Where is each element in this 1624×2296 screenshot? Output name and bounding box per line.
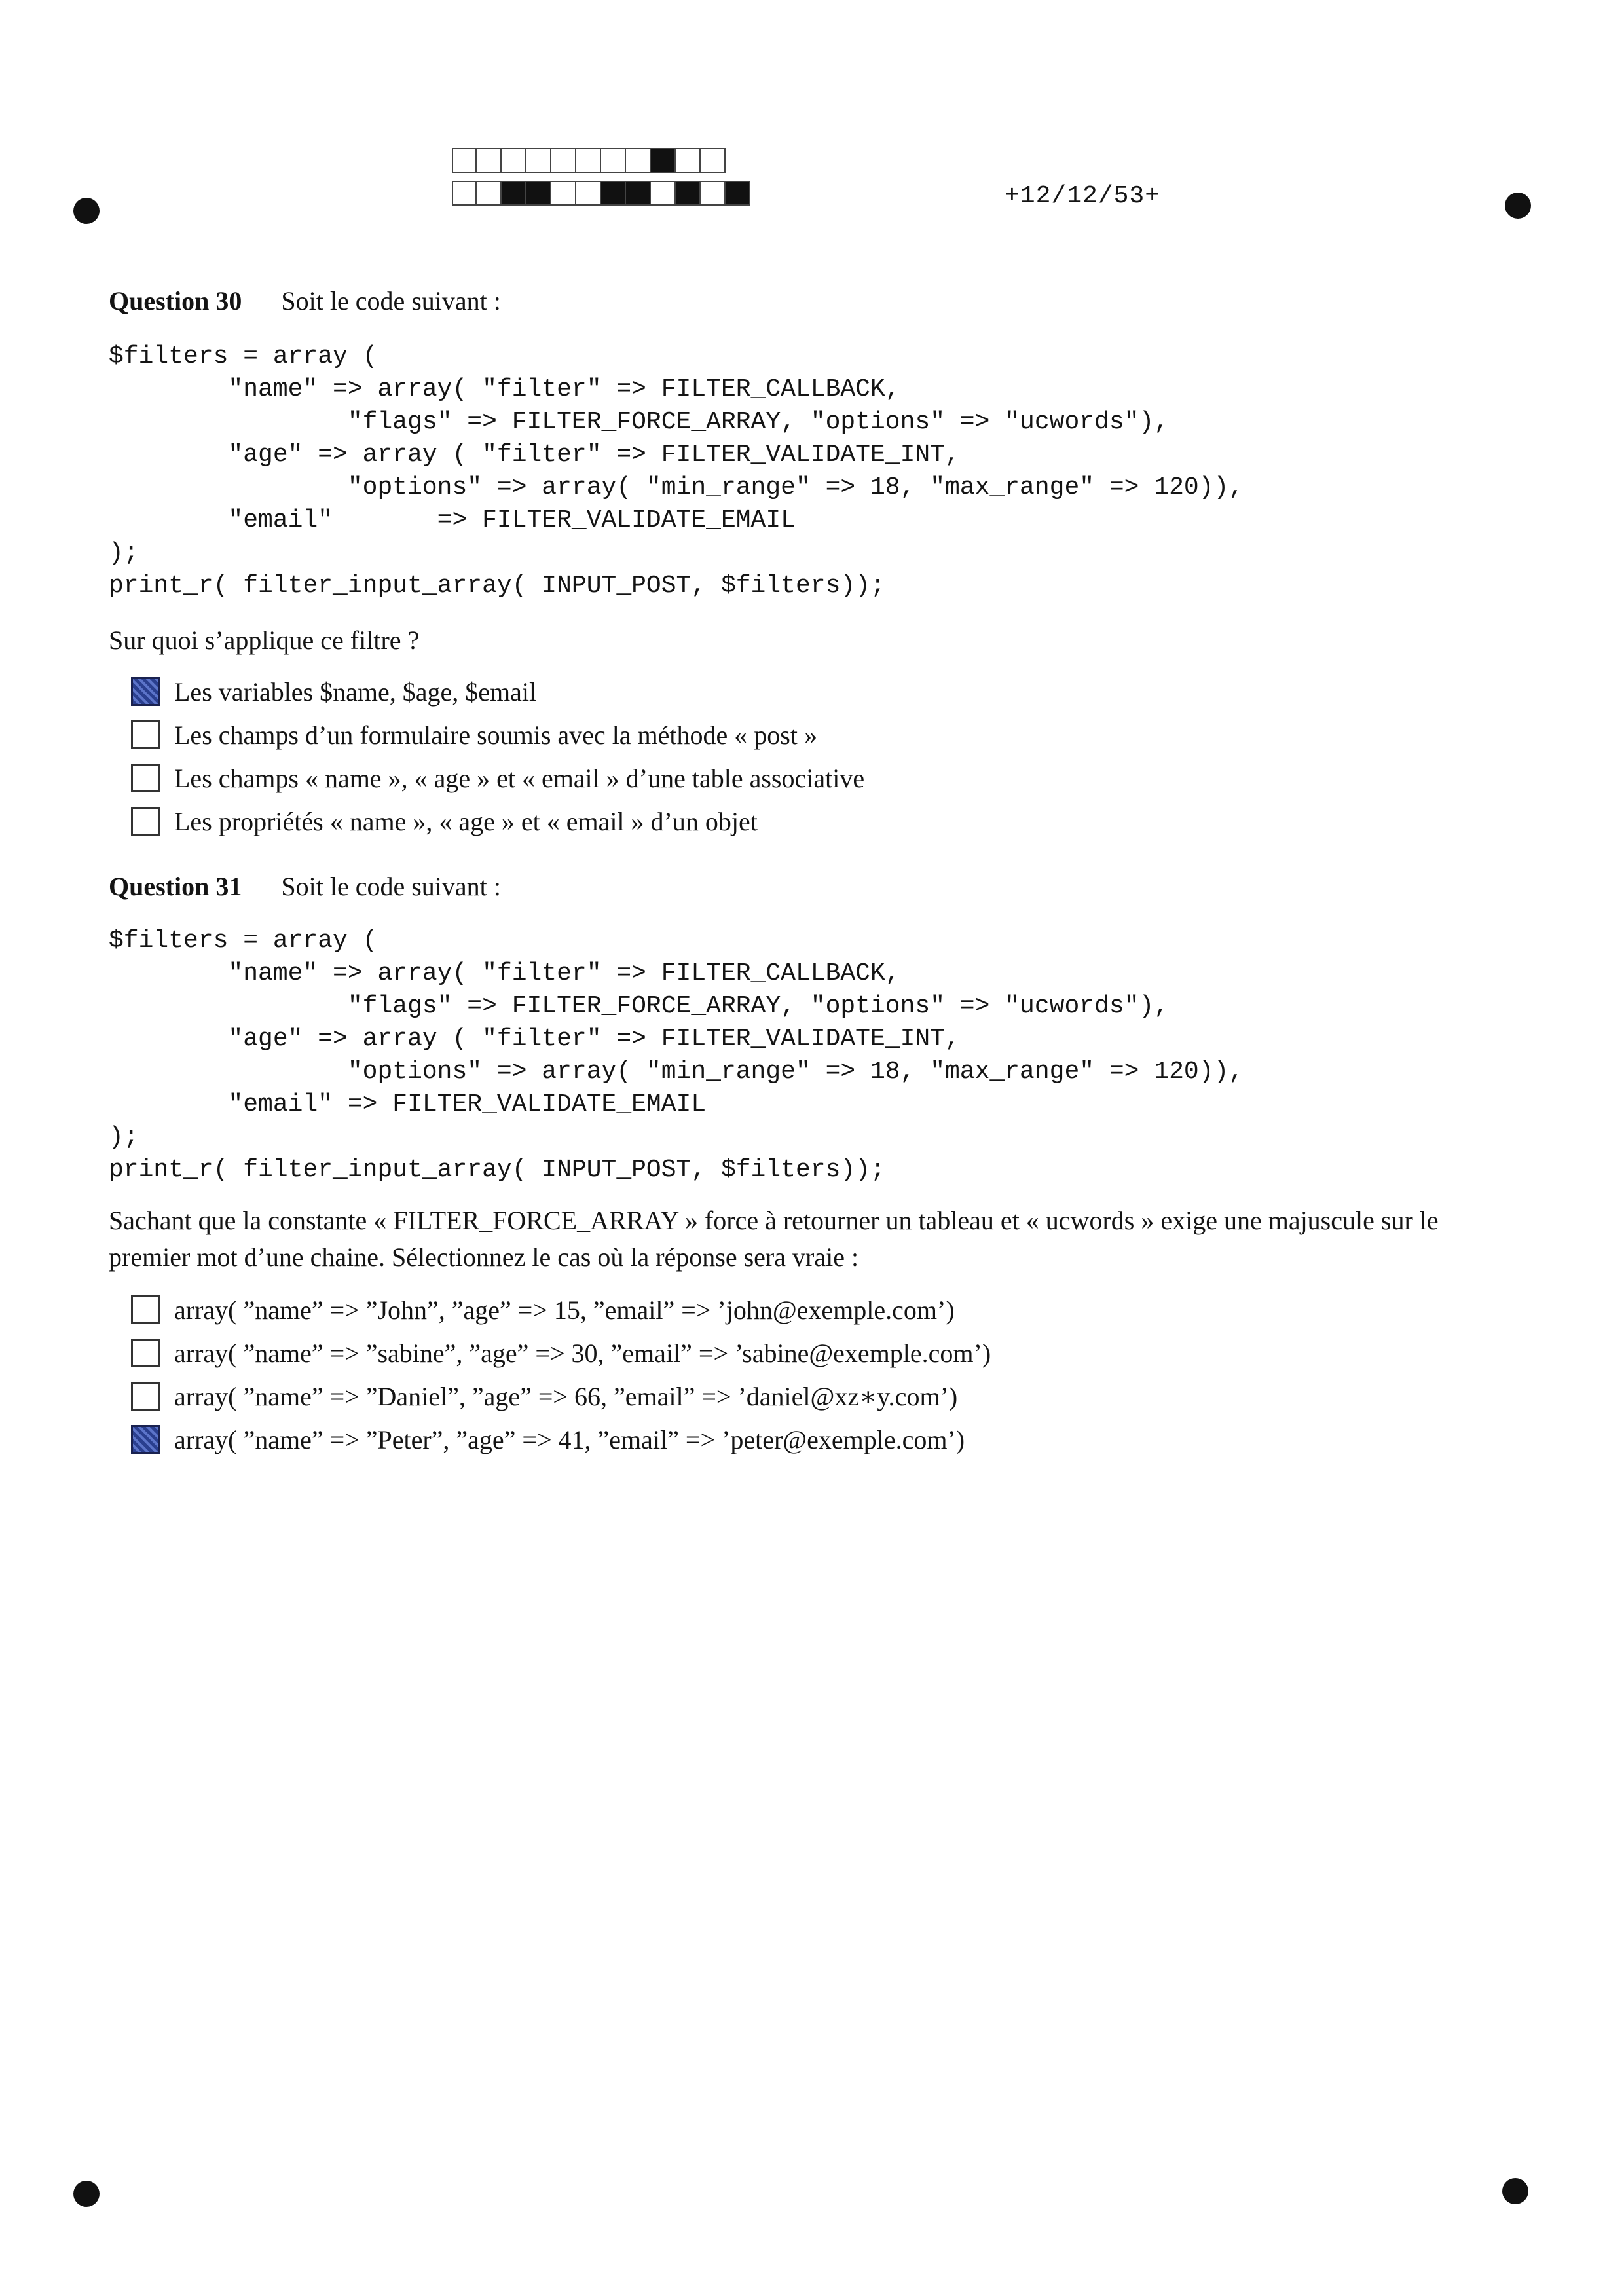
id-grid-row-1-cell [477,148,502,173]
answer-checkbox[interactable] [131,1425,160,1454]
question-31-header [109,871,501,902]
question-intro: Soit le code suivant : [281,286,501,316]
answer-label: Les propriétés « name », « age » et « email » d’un objet [174,806,758,836]
answer-checkbox[interactable] [131,720,160,749]
answer-checkbox[interactable] [131,1295,160,1324]
registration-mark-bottom-right [1502,2178,1528,2204]
question-30-code-block: $filters = array ( "name" => array( "filter" => FILTER_CALLBACK, "flags" => FILTER_FORCE_ARRAY, "options" => "ucwords"), "age" => array ( "filter" => FILTER_VALIDATE_INT, "options" => array( "min_range" => 18, "max_range" => 120)), "email" => FILTER_VALIDATE_EMAIL ); print_r( filter_input_array( INPUT_POST, $filters)); [109,343,1244,600]
question-31-prompt: Sachant que la constante « FILTER_FORCE_ARRAY » force à retourner un tableau et « ucwords » exige une majuscule sur le premier mot d’une chaine. Sélectionnez le cas où la réponse sera vraie : [109,1206,1439,1272]
answer-label: array( ”name” => ”Daniel”, ”age” => 66, ”email” => ’daniel@xz∗y.com’) [174,1381,958,1411]
question-30-header [109,286,501,316]
answer-option[interactable] [131,1379,957,1413]
student-id-grid-row-2 [452,181,750,207]
id-grid-row-1-cell [651,148,676,173]
answer-checkbox[interactable] [131,677,160,706]
question-31-code-block: $filters = array ( "name" => array( "filter" => FILTER_CALLBACK, "flags" => FILTER_FORCE_ARRAY, "options" => "ucwords"), "age" => array ( "filter" => FILTER_VALIDATE_INT, "options" => array( "min_range" => 18, "max_range" => 120)), "email" => FILTER_VALIDATE_EMAIL ); print_r( filter_input_array( INPUT_POST, $filters)); [109,927,1244,1184]
registration-mark-top-left [73,198,100,224]
answer-label: array( ”name” => ”sabine”, ”age” => 30, ”email” => ’sabine@exemple.com’) [174,1338,991,1368]
answer-checkbox[interactable] [131,807,160,836]
answer-option[interactable] [131,1422,965,1456]
answer-option[interactable] [131,761,864,795]
answer-checkbox[interactable] [131,1339,160,1367]
id-grid-row-2-cell [452,181,477,206]
registration-mark-bottom-left [73,2181,100,2207]
answer-option[interactable] [131,675,536,709]
answer-checkbox[interactable] [131,1382,160,1411]
id-grid-row-1-cell [551,148,576,173]
answer-label: Les champs d’un formulaire soumis avec la méthode « post » [174,720,817,750]
id-grid-row-2-cell [477,181,502,206]
id-grid-row-2-cell [551,181,576,206]
page-identifier: +12/12/53+ [1005,182,1161,210]
answer-option[interactable] [131,1336,991,1370]
id-grid-row-1-cell [676,148,701,173]
id-grid-row-2-cell [502,181,526,206]
question-number: Question 31 [109,872,242,901]
id-grid-row-2-cell [726,181,750,206]
answer-option[interactable] [131,1293,955,1327]
student-id-grid-row-1 [452,148,726,174]
id-grid-row-1-cell [502,148,526,173]
answer-label: Les variables $name, $age, $email [174,676,537,707]
id-grid-row-1-cell [601,148,626,173]
answer-option[interactable] [131,804,758,838]
question-intro: Soit le code suivant : [281,872,501,901]
answer-label: array( ”name” => ”John”, ”age” => 15, ”email” => ’john@exemple.com’) [174,1295,955,1325]
question-number: Question 30 [109,286,242,316]
answer-label: Les champs « name », « age » et « email » d’une table associative [174,763,865,793]
id-grid-row-2-cell [626,181,651,206]
id-grid-row-2-cell [676,181,701,206]
id-grid-row-1-cell [452,148,477,173]
id-grid-row-1-cell [701,148,726,173]
id-grid-row-2-cell [576,181,601,206]
answer-option[interactable] [131,718,817,752]
id-grid-row-2-cell [601,181,626,206]
question-30-prompt: Sur quoi s’applique ce filtre ? [109,625,420,655]
id-grid-row-2-cell [651,181,676,206]
id-grid-row-1-cell [626,148,651,173]
id-grid-row-1-cell [576,148,601,173]
answer-checkbox[interactable] [131,764,160,792]
registration-mark-top-right [1505,193,1531,219]
id-grid-row-2-cell [701,181,726,206]
id-grid-row-1-cell [526,148,551,173]
id-grid-row-2-cell [526,181,551,206]
answer-label: array( ”name” => ”Peter”, ”age” => 41, ”email” => ’peter@exemple.com’) [174,1424,965,1454]
